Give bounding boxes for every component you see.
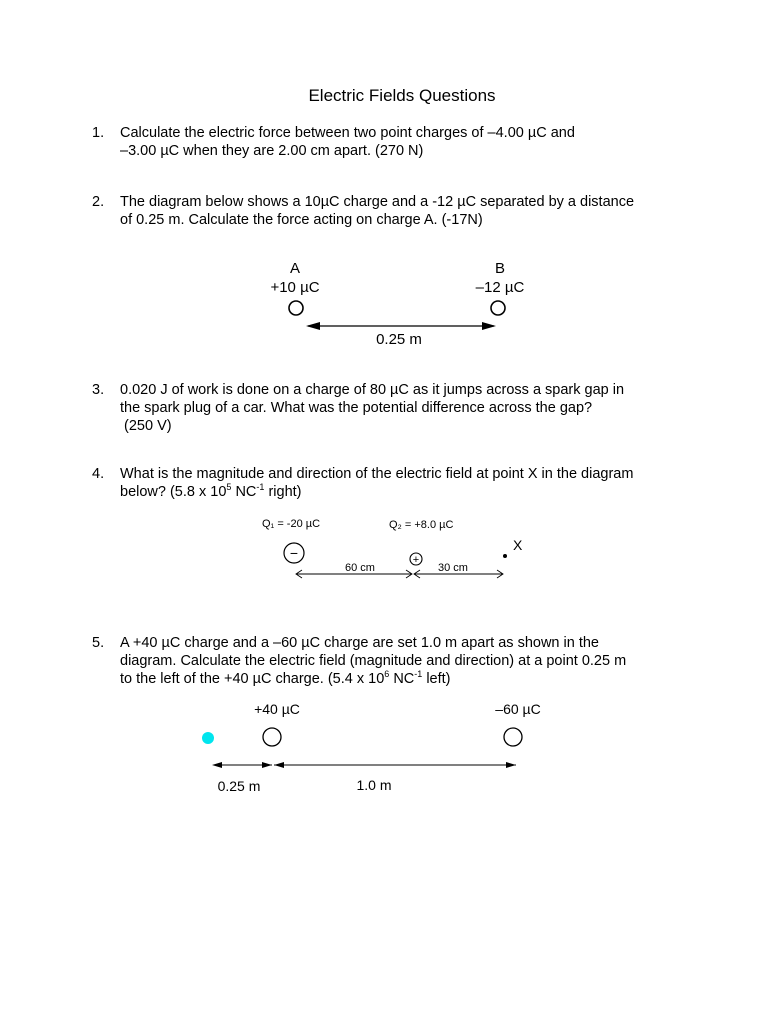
point-dot <box>202 732 214 744</box>
diagram-q4 <box>0 500 768 590</box>
question-text-line: A +40 µC charge and a –60 µC charge are set 1.0 m apart as shown in the <box>120 635 599 651</box>
point-x-label: X <box>513 537 523 553</box>
question-number: 1. <box>92 125 105 141</box>
question-text-line: Calculate the electric force between two point charges of –4.00 µC and <box>120 125 575 141</box>
charge-2-circle <box>504 728 522 746</box>
charge-a-label: A <box>289 260 301 277</box>
charge-a-circle <box>289 301 303 315</box>
question-text-line: The diagram below shows a 10µC charge and a -12 µC separated by a distance <box>120 194 635 210</box>
q1-sign: − <box>289 545 299 561</box>
charge-b-circle <box>491 301 505 315</box>
question-text-line: to the left of the +40 µC charge. (5.4 x $10^6$ $NC^{-1}$ left) <box>120 669 451 687</box>
charge-1-circle <box>263 728 281 746</box>
charge-1-label: +40 µC <box>254 701 300 717</box>
question-3 <box>92 381 692 435</box>
question-text-line: 0.020 J of work is done on a charge of 80 µC as it jumps across a spark gap in <box>120 382 625 398</box>
charge-b-label: B <box>494 260 506 277</box>
charge-b-value: –12 µC <box>475 279 525 296</box>
page-title: Electric Fields Questions <box>308 86 496 105</box>
charge-a-value: +10 µC <box>270 279 320 296</box>
question-number: 5. <box>92 635 105 651</box>
distance-30cm-label: 30 cm <box>438 562 468 574</box>
question-text-line: (250 V) <box>120 418 172 434</box>
question-text-line: the spark plug of a car. What was the potential difference across the gap? <box>120 400 593 416</box>
q1-label: Q₁ = -20 µC <box>262 518 321 530</box>
distance-label: 0.25 m <box>376 331 422 348</box>
question-text-line: –3.00 µC when they are 2.00 cm apart. (270 N) <box>120 143 424 159</box>
distance-60cm-label: 60 cm <box>345 562 375 574</box>
distance-1-0m-label: 1.0 m <box>356 777 392 793</box>
diagram-q2 <box>0 0 768 360</box>
point-x-dot <box>503 554 507 558</box>
question-number: 2. <box>92 194 105 210</box>
distance-0-25m-label: 0.25 m <box>217 778 261 794</box>
question-text-line: below? (5.8 x $10^5$ $NC^{-1}$ right) <box>120 482 302 500</box>
diagram-q5 <box>0 690 768 810</box>
q2-sign: + <box>412 554 420 566</box>
question-text-line: of 0.25 m. Calculate the force acting on charge A. (-17N) <box>120 212 483 228</box>
question-text-line: diagram. Calculate the electric field (magnitude and direction) at a point 0.25 m <box>120 653 627 669</box>
charge-2-label: –60 µC <box>495 701 541 717</box>
question-4 <box>92 465 692 501</box>
question-number: 4. <box>92 466 105 482</box>
question-text-line: What is the magnitude and direction of the electric field at point X in the diagram <box>120 466 634 482</box>
distance-arrow-1-0m <box>274 762 516 768</box>
q2-label: Q₂ = +8.0 µC <box>389 519 454 531</box>
question-number: 3. <box>92 382 105 398</box>
question-5 <box>92 634 692 688</box>
distance-arrow-0-25m <box>212 762 272 768</box>
distance-arrow <box>306 322 496 330</box>
